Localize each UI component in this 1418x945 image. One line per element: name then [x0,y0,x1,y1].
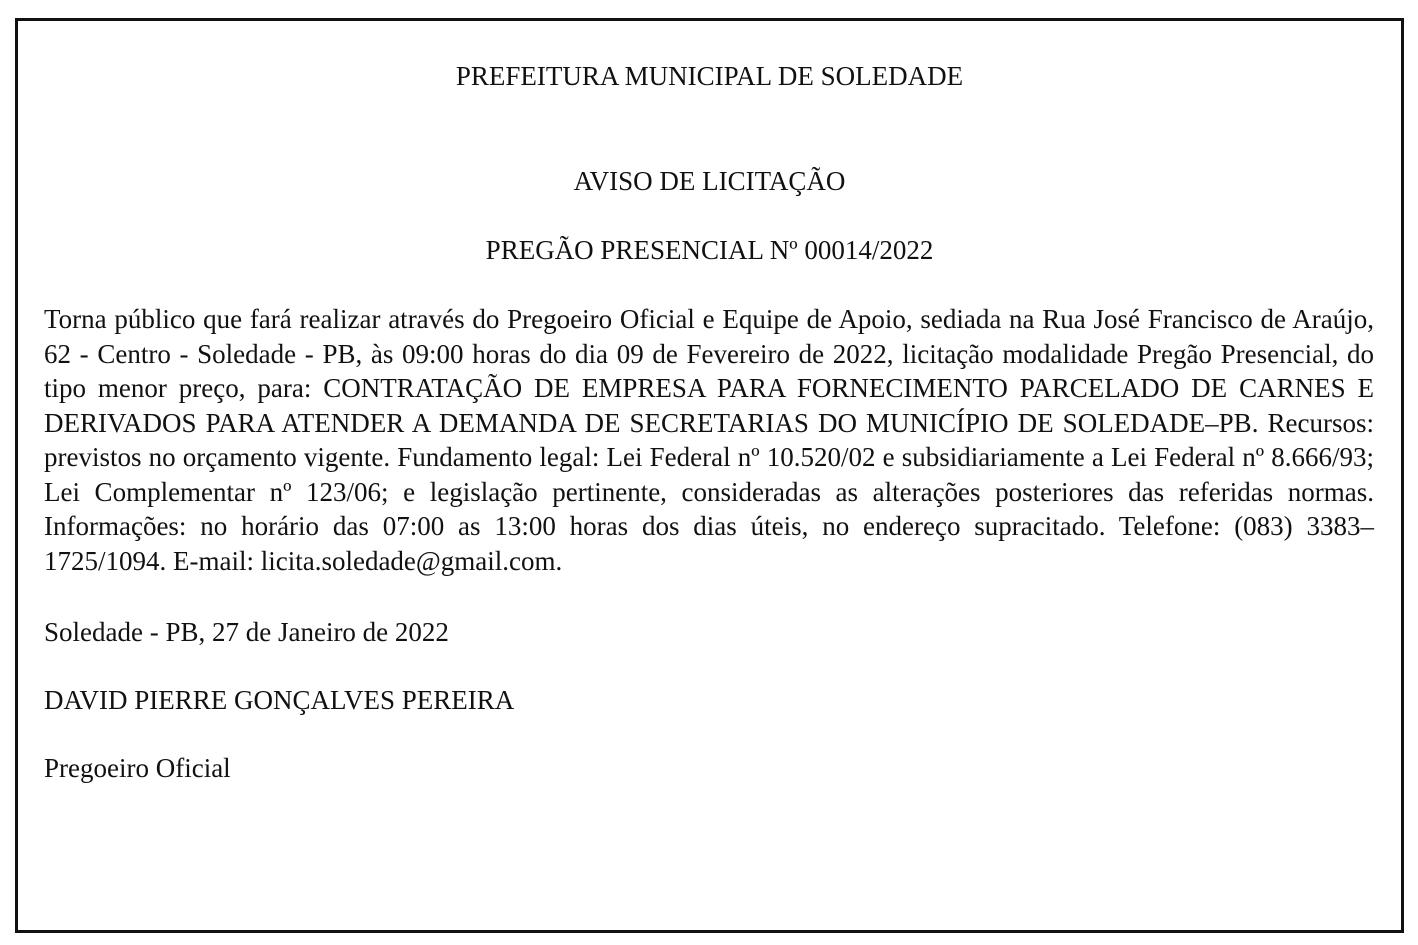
place-date: Soledade - PB, 27 de Janeiro de 2022 [44,617,449,647]
procedure-number: PREGÃO PRESENCIAL Nº 00014/2022 [485,235,934,265]
notice-title: AVISO DE LICITAÇÃO [573,166,846,196]
organization-heading: PREFEITURA MUNICIPAL DE SOLEDADE [455,61,964,91]
notice-body: Torna público que fará realizar através do Pregoeiro Oficial e Equipe de Apoio, sediada na Rua José Francisco de Araújo, 62 - Centro - Soledade - PB, às 09:00 horas do dia 09 de Fevereiro de 2022, licitação modalidade Pregão Presencial, do tipo menor preço, para: CONTRATAÇÃO DE EMPRESA PARA FORNECIMENTO PARCELADO DE CARNES E DERIVADOS PARA ATENDER A DEMANDA DE SECRETARIAS DO MUNICÍPIO DE SOLEDADE–PB. Recursos: previstos no orçamento vigente. Fundamento legal: Lei Federal nº 10.520/02 e subsidiariamente a Lei Federal nº 8.666/93; Lei Complementar nº 123/06; e legislação pertinente, consideradas as alterações posteriores das referidas normas. Informações: no horário das 07:00 as 13:00 horas dos dias úteis, no endereço supracitado. Telefone: (083) 3383–1725/1094. E-mail: licita.soledade@gmail.com. [44,304,1374,576]
signer-role: Pregoeiro Oficial [44,753,231,783]
notice-frame [15,18,1404,933]
signer-name: DAVID PIERRE GONÇALVES PEREIRA [44,685,515,715]
